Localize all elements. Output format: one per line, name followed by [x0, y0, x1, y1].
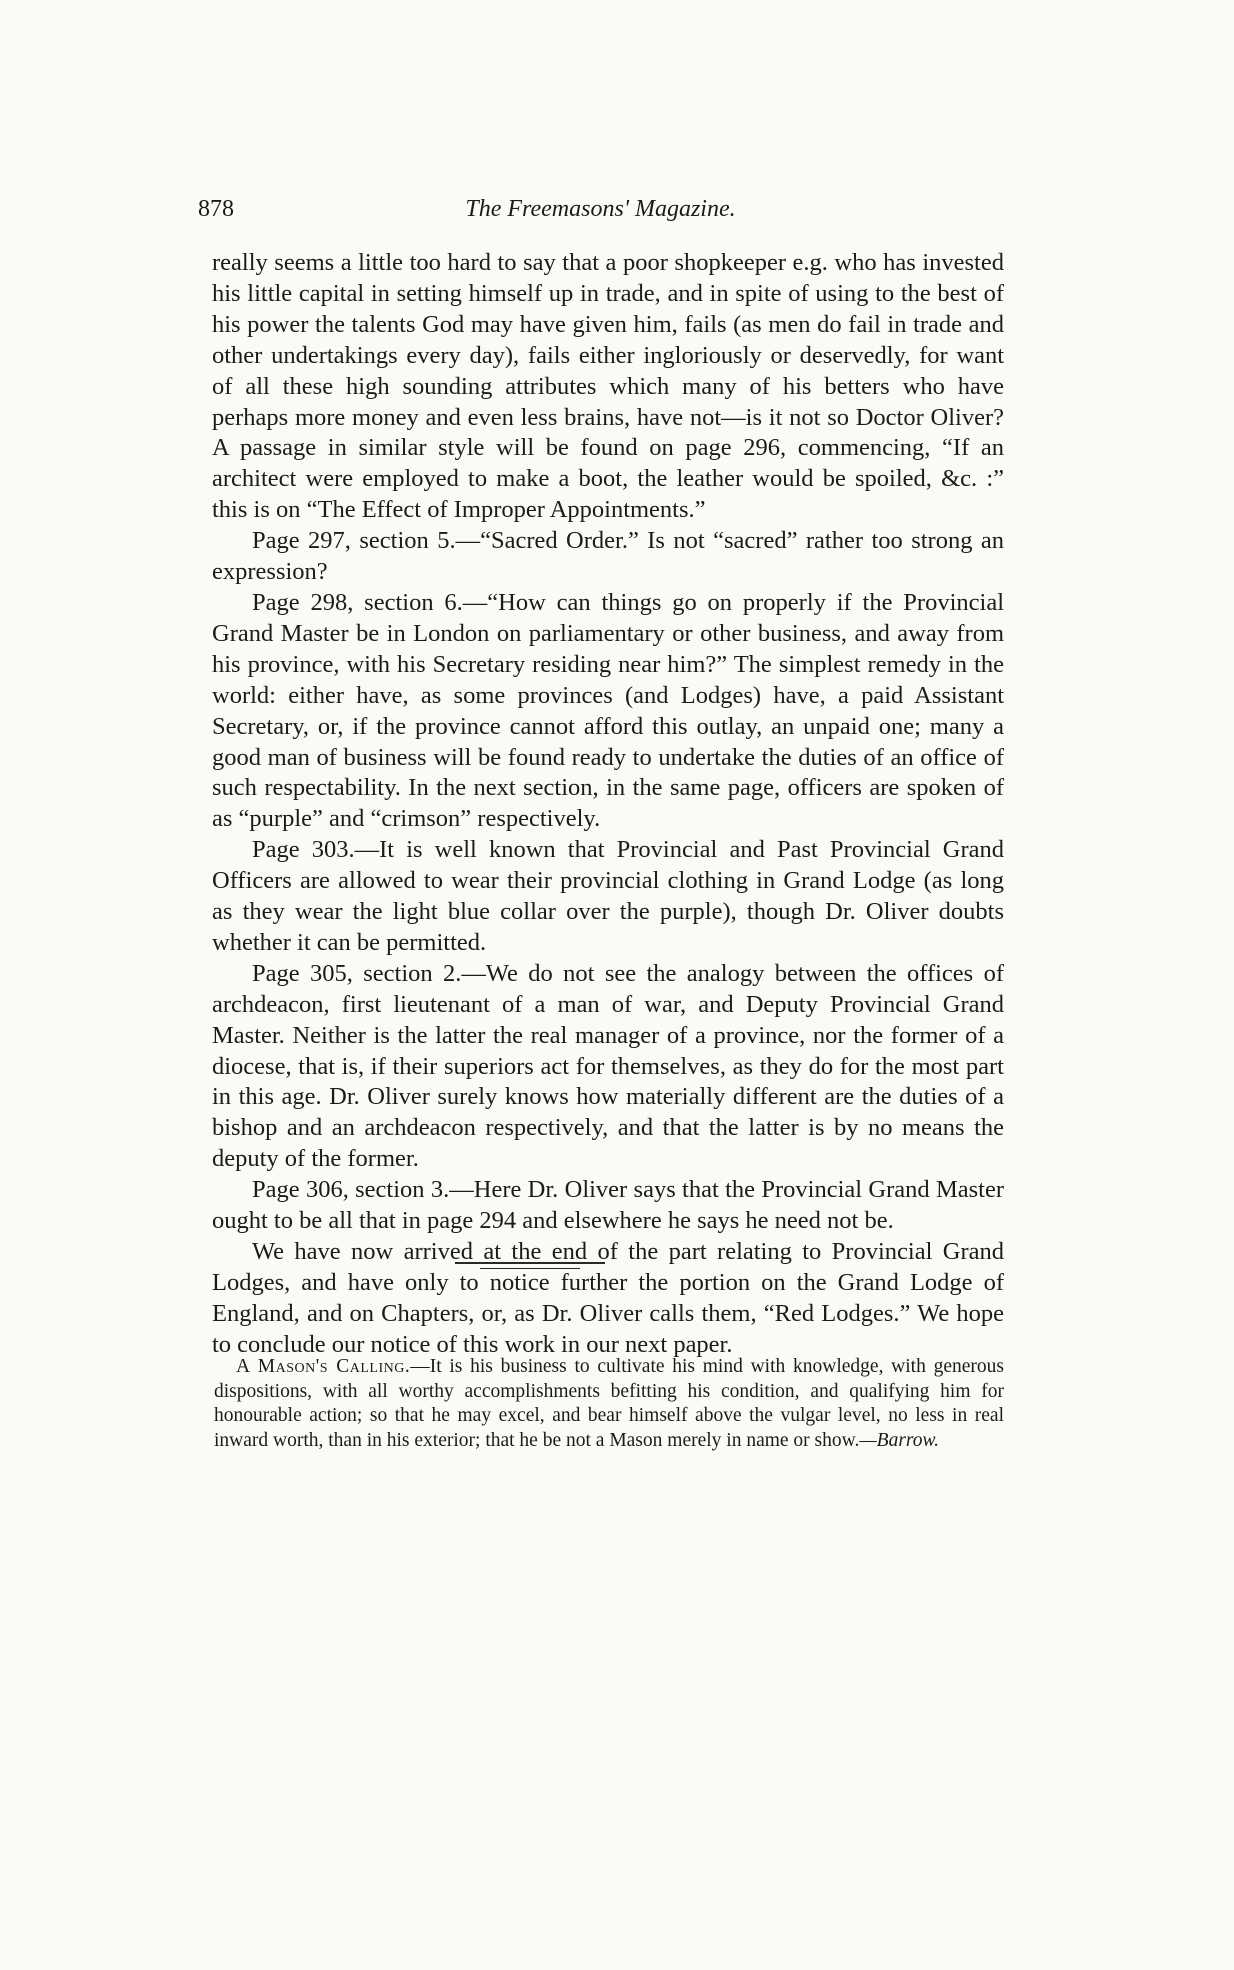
paragraph-page-305: Page 305, section 2.—We do not see the analogy between the offices of archdeacon, first lieutenant of a man of war, and Deputy Provincial Grand Master. Neither is the latter the real manager of a province, nor the former of a diocese, that is, if their superiors act for themselves, as they do for the most part in this age. Dr. Oliver surely knows how materially different are the duties of a bishop and an archdeacon respectively, and that the latter is by no means the deputy of the former. — [212, 959, 1004, 1173]
paragraph-page-298: Page 298, section 6.—“How can things go on properly if the Provincial Grand Master be in London on parliamentary or other business, and away from his province, with his Secretary residing near him?” The simplest remedy in the world: either have, as some provinces (and Lodges) have, a paid Assistant Secretary, or, if the province cannot afford this outlay, an unpaid one; many a good man of business will be found ready to undertake the duties of an office of such respectability. In the next section, in the same page, officers are spoken of as “purple” and “crimson” respectively. — [212, 588, 1004, 833]
paragraph-page-306: Page 306, section 3.—Here Dr. Oliver says that the Provincial Grand Master ought to be all that in page 294 and elsewhere he says he need not be. — [212, 1176, 1004, 1235]
paragraph-page-303: Page 303.—It is well known that Provincial and Past Provincial Grand Officers are allowed to wear their provincial clothing in Grand Lodge (as long as they wear the light blue collar over the purple), though Dr. Oliver doubts whether it can be permitted. — [212, 836, 1004, 956]
page-number: 878 — [198, 196, 234, 222]
masons-calling-note — [214, 1355, 1004, 1453]
magazine-title: The Freemasons' Magazine. — [465, 196, 736, 222]
note-text: —It is his business to cultivate his mind with knowledge, with generous dispositions, with all worthy accomplishments befitting his condition, and qualifying him for honourable action; so that he may excel, and bear himself above the vulgar level, no less in real inward worth, than in his exterior; that he be not a Mason merely in name or show. — [214, 1356, 1004, 1451]
running-header — [198, 196, 1003, 230]
note-heading: A Mason's Calling. — [236, 1356, 411, 1377]
paragraph-page-297: Page 297, section 5.—“Sacred Order.” Is not “sacred” rather too strong an expression? — [212, 527, 1004, 586]
paragraph-conclusion: We have now arrived at the end of the part relating to Provincial Grand Lodges, and have only to notice further the portion on the Grand Lodge of England, and on Chapters, or, as Dr. Oliver calls them, “Red Lodges.” We hope to conclude our notice of this work in our next paper. — [212, 1238, 1004, 1358]
section-divider — [455, 1262, 605, 1269]
article-body — [212, 248, 1004, 1361]
paragraph-continued: really seems a little too hard to say that a poor shopkeeper e.g. who has invested his little capital in setting himself up in trade, and in spite of using to the best of his power the talents God may have given him, fails (as men do fail in trade and other undertakings every day), fails either ingloriously or deservedly, for want of all these high sounding attributes which many of his betters who have perhaps more money and even less brains, have not—is it not so Doctor Oliver? A passage in similar style will be found on page 296, commencing, “If an architect were employed to make a boot, the leather would be spoiled, &c. :” this is on “The Effect of Improper Appointments.” — [212, 249, 1004, 524]
note-attribution: —Barrow. — [859, 1429, 939, 1451]
